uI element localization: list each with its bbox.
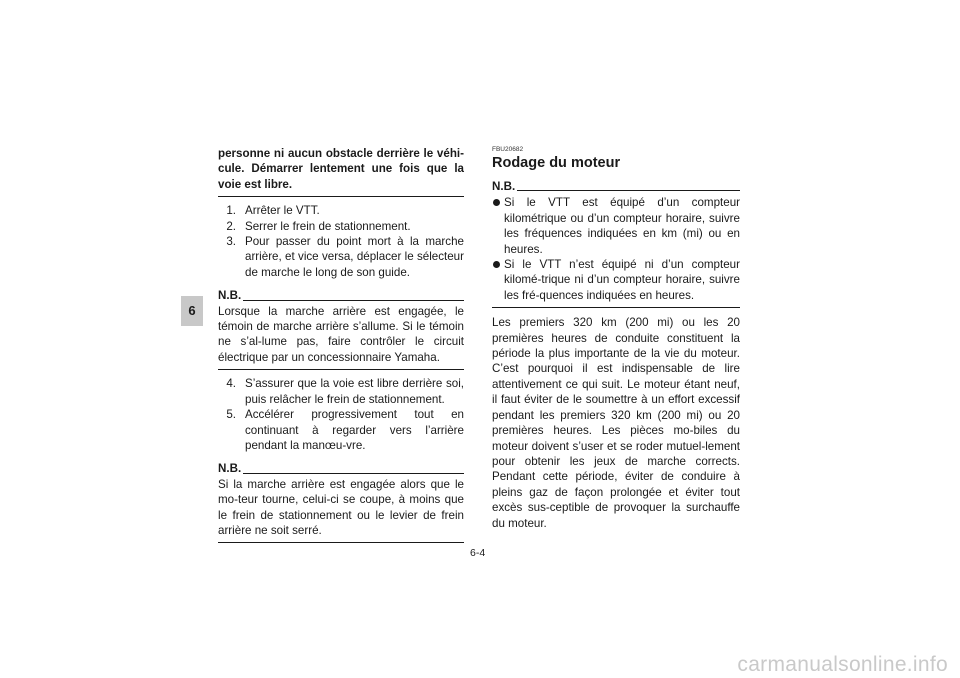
note-bullets xyxy=(492,195,740,303)
page-number: 6-4 xyxy=(470,547,486,559)
steps-list-b xyxy=(218,376,464,453)
note-end-rule xyxy=(218,369,464,370)
note-heading: N.B. xyxy=(218,288,464,303)
right-column xyxy=(492,146,740,531)
step-item: 4. S’assurer que la voie est libre derrière soi, puis relâcher le frein de stationnement. xyxy=(226,377,464,406)
bullet-icon xyxy=(493,261,500,268)
bullet-item: Si le VTT n’est équipé ni d’un compteur kilomé-trique ni d’un compteur horaire, suivre les fré-quences indiquées en heures. xyxy=(492,257,740,303)
note-heading: N.B. xyxy=(218,461,464,476)
chapter-tab: 6 xyxy=(181,296,203,326)
warning-continuation: personne ni aucun obstacle derrière le véhi-cule. Démarrer lentement une fois que la voie est libre. xyxy=(218,146,464,197)
step-item: 2. Serrer le frein de stationnement. xyxy=(226,219,411,233)
note-heading: N.B. xyxy=(492,179,740,194)
bullet-icon xyxy=(493,199,500,206)
section-title: Rodage du moteur xyxy=(492,155,621,171)
step-item: 3. Pour passer du point mort à la marche arrière, et vice versa, déplacer le sélecteur de marche le long de son guide. xyxy=(226,235,464,279)
note-end-rule xyxy=(218,542,464,543)
body-paragraph: Les premiers 320 km (200 mi) ou les 20 premières heures de conduite constituent la période la plus importante de la vie du moteur. C’est pourquoi il est indispensable de lire attentivement ce qui suit. Le moteur étant neuf, il faut éviter de le soumettre à un effort excessif pendant les premiers 320 km (200 mi) ou 20 premières heures. Les pièces mo-biles du moteur doivent s’user et se roder mutuel-lement pour obtenir les jeux de marche corrects. Pendant cette période, éviter de conduire à pleins gaz de façon prolongée et éviter tout excès sus-ceptible de provoquer la surchauffe du moteur. xyxy=(492,316,740,530)
left-column xyxy=(218,146,464,543)
note-end-rule xyxy=(492,307,740,308)
step-item: 5. Accélérer progressivement tout en continuant à regarder vers l’arrière pendant la manœu-vre. xyxy=(226,408,464,452)
section-code: FBU20682 xyxy=(492,146,524,153)
watermark: carmanualsonline.info xyxy=(737,652,948,676)
note-body: Lorsque la marche arrière est engagée, le témoin de marche arrière s’allume. Si le témoin ne s’al-lume pas, faire contrôler le circuit électrique par un concessionnaire Yamaha. xyxy=(218,304,464,364)
steps-list-a xyxy=(218,203,464,280)
note-body: Si la marche arrière est engagée alors que le mo-teur tourne, celui-ci se coupe, à moins que le frein de stationnement ou le levier de frein arrière ne soit serré. xyxy=(218,477,464,537)
bullet-item: Si le VTT est équipé d’un compteur kilométrique ou d’un compteur horaire, suivre les fréquences indiquées en km (mi) ou en heures. xyxy=(492,195,740,257)
step-item: 1. Arrêter le VTT. xyxy=(226,204,320,218)
